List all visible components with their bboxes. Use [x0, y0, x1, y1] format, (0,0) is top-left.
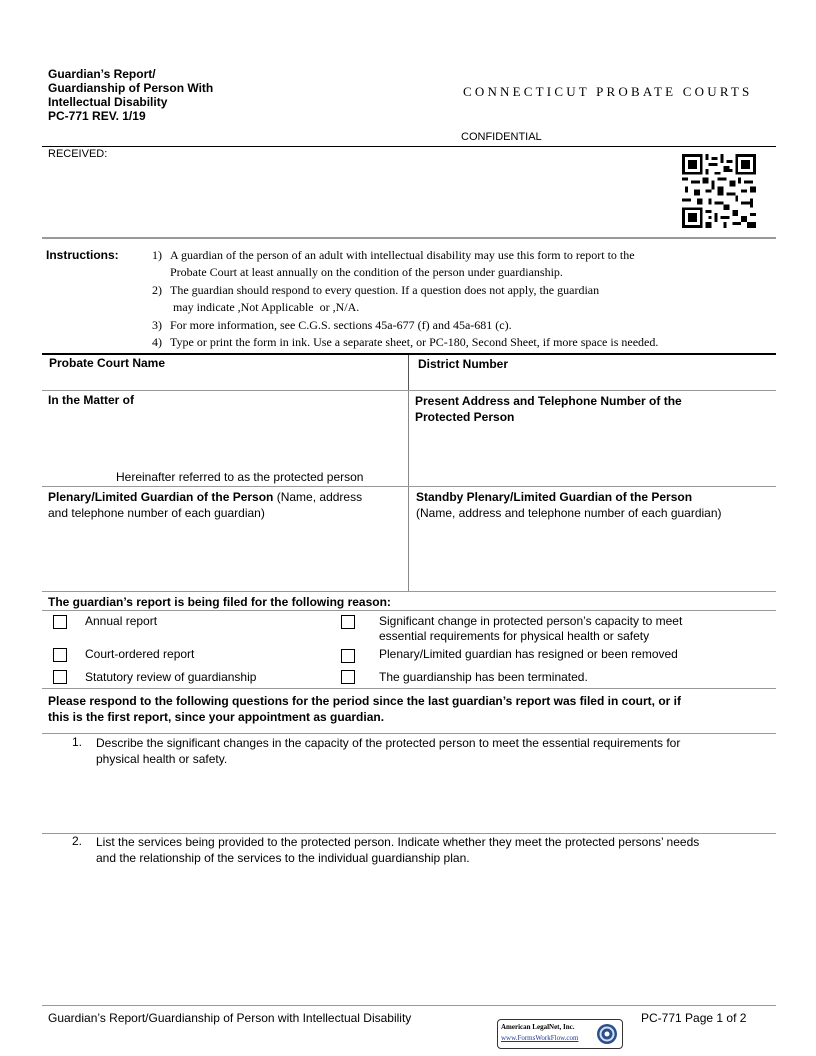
plenary-guardian-note: (Name, address [273, 490, 363, 504]
question-number: 1. [71, 735, 82, 749]
court-ordered-report-checkbox[interactable] [53, 648, 67, 662]
instruction-text: For more information, see C.G.S. sections 45a-677 (f) and 45a-681 (c). [170, 318, 512, 332]
instruction-text: may indicate ,Not Applicable or ,N/A. [170, 300, 360, 314]
reason-heading: The guardian’s report is being filed for the following reason: [48, 595, 391, 609]
probate-court-name-field[interactable]: Probate Court Name [49, 356, 166, 370]
confidential-label: CONFIDENTIAL [461, 131, 542, 143]
questions-intro-line: this is the first report, since your appointment as guardian. [48, 710, 385, 724]
divider [408, 391, 409, 591]
form-title [48, 67, 278, 123]
guardianship-terminated-label: The guardianship has been terminated. [379, 670, 588, 684]
guardian-resigned-checkbox[interactable] [341, 649, 355, 663]
divider [42, 1005, 776, 1006]
divider [42, 591, 776, 592]
divider [42, 237, 776, 239]
plenary-guardian-label: Plenary/Limited Guardian of the Person [48, 490, 274, 504]
instruction-number: 3) [152, 318, 162, 332]
standby-guardian-note: (Name, address and telephone number of each guardian) [416, 506, 722, 520]
question-line: and the relationship of the services to the individual guardianship plan. [96, 851, 470, 865]
divider [42, 353, 776, 355]
instruction-text: The guardian should respond to every question. If a question does not apply, the guardian [170, 283, 600, 297]
instructions-label: Instructions: [46, 248, 119, 262]
court-ordered-report-label: Court-ordered report [85, 647, 195, 661]
instruction-text: Type or print the form in ink. Use a separate sheet, or PC-180, Second Sheet, if more space is needed. [170, 335, 659, 349]
divider [42, 610, 776, 611]
instruction-number: 2) [152, 283, 162, 297]
divider [42, 390, 776, 391]
district-number-field[interactable]: District Number [418, 357, 509, 371]
plenary-guardian-field[interactable] [48, 489, 406, 521]
instruction-number: 4) [152, 335, 162, 349]
divider [42, 733, 776, 734]
standby-guardian-label: Standby Plenary/Limited Guardian of the Person [416, 490, 693, 504]
form-title-line: Intellectual Disability [48, 95, 168, 109]
page-number: PC-771 Page 1 of 2 [641, 1011, 747, 1025]
significant-change-label [379, 614, 682, 644]
divider [42, 146, 776, 147]
question-line: Describe the significant changes in the capacity of the protected person to meet the essential requirements for [96, 736, 681, 750]
question-2-text [96, 834, 776, 866]
vendor-name: American LegalNet, Inc. [501, 1023, 575, 1031]
present-address-label: Present Address and Telephone Number of the [415, 394, 682, 408]
significant-change-checkbox[interactable] [341, 615, 355, 629]
guardianship-terminated-checkbox[interactable] [341, 670, 355, 684]
present-address-label: Protected Person [415, 410, 515, 424]
qr-code-icon [682, 154, 756, 228]
annual-report-label: Annual report [85, 614, 158, 628]
in-the-matter-of-field[interactable]: In the Matter of [48, 393, 134, 407]
instruction-text: A guardian of the person of an adult with intellectual disability may use this form to report to the [170, 248, 635, 262]
received-label: RECEIVED: [48, 148, 108, 160]
footer-title: Guardian’s Report/Guardianship of Person with Intellectual Disability [48, 1011, 412, 1025]
statutory-review-checkbox[interactable] [53, 670, 67, 684]
form-title-line: Guardian’s Report/ [48, 67, 156, 81]
questions-intro [48, 693, 778, 725]
form-title-line: Guardianship of Person With [48, 81, 214, 95]
significant-change-text: Significant change in protected person’s capacity to meet [379, 614, 683, 628]
statutory-review-label: Statutory review of guardianship [85, 670, 257, 684]
guardian-resigned-label: Plenary/Limited guardian has resigned or been removed [379, 647, 678, 661]
vendor-url[interactable]: www.FormsWorkFlow.com [501, 1034, 579, 1042]
question-line: List the services being provided to the protected person. Indicate whether they meet the protected persons’ needs [96, 835, 700, 849]
divider [42, 688, 776, 689]
instructions-list [140, 248, 780, 352]
court-name: CONNECTICUT PROBATE COURTS [463, 84, 753, 99]
form-number: PC-771 REV. 1/19 [48, 109, 146, 123]
instruction-number: 1) [152, 248, 162, 262]
vendor-logo[interactable] [497, 1019, 623, 1049]
question-line: physical health or safety. [96, 752, 228, 766]
significant-change-text: essential requirements for physical health or safety [379, 629, 650, 643]
question-number: 2. [71, 834, 82, 848]
plenary-guardian-note: and telephone number of each guardian) [48, 506, 265, 520]
questions-intro-line: Please respond to the following questions for the period since the last guardian’s report was filed in court, or if [48, 694, 681, 708]
globe-icon [595, 1022, 619, 1046]
standby-guardian-field[interactable] [416, 489, 774, 521]
question-1-text [96, 735, 776, 767]
present-address-field[interactable] [415, 393, 682, 425]
divider [408, 355, 409, 391]
hereinafter-note: Hereinafter referred to as the protected person [116, 470, 364, 484]
annual-report-checkbox[interactable] [53, 615, 67, 629]
divider [42, 486, 776, 487]
instruction-text: Probate Court at least annually on the condition of the person under guardianship. [170, 265, 563, 279]
